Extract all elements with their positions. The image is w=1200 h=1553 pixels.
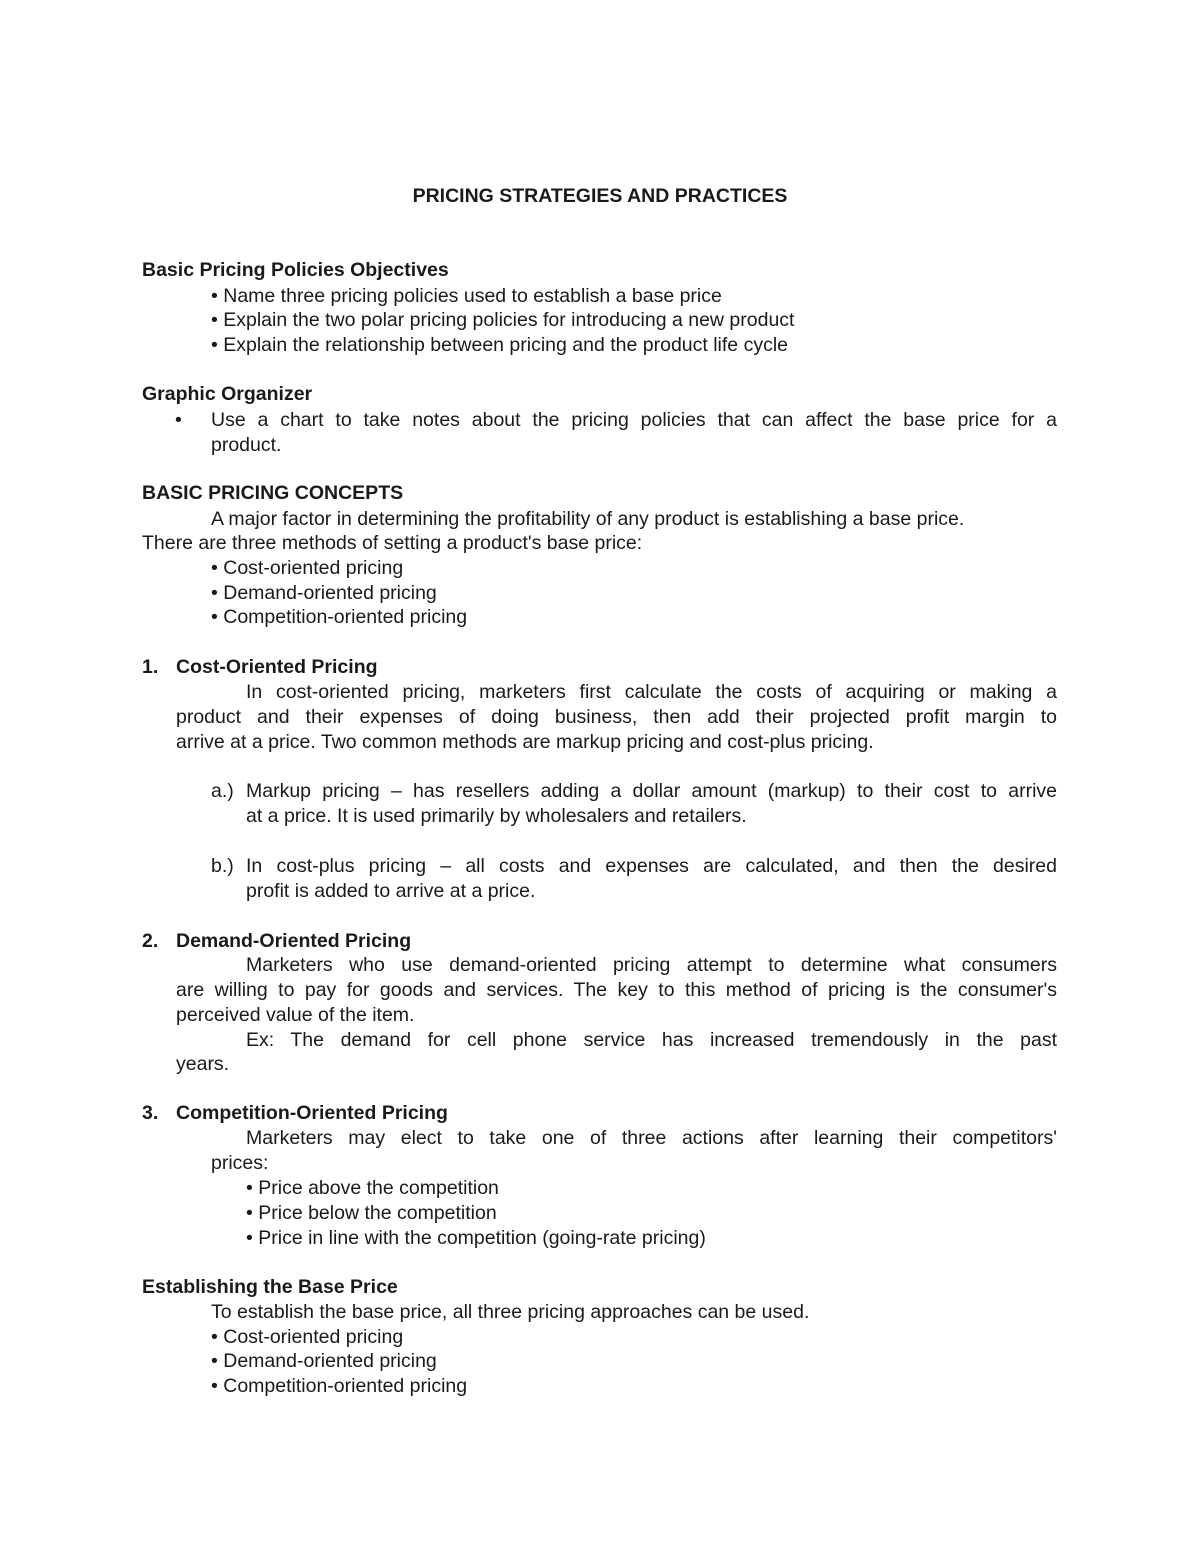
demand-example-text: years. (176, 1053, 230, 1075)
base-price-item: • Demand-oriented pricing (211, 1350, 437, 1372)
list-number: 3. (142, 1102, 159, 1124)
graphic-organizer-text: Use a chart to take notes about the pricing policies that can affect the base price for a (211, 409, 1057, 431)
section-heading-cost-oriented: Cost-Oriented Pricing (176, 656, 378, 678)
cost-oriented-text: arrive at a price. Two common methods are markup pricing and cost-plus pricing. (176, 731, 874, 753)
competition-action-item: • Price in line with the competition (going-rate pricing) (246, 1227, 706, 1249)
markup-pricing-text: Markup pricing – has resellers adding a dollar amount (markup) to their cost to arrive (246, 780, 1057, 802)
demand-oriented-text: Marketers who use demand-oriented pricing attempt to determine what consumers (246, 954, 1057, 976)
list-number: 1. (142, 656, 159, 678)
competition-action-item: • Price below the competition (246, 1202, 497, 1224)
objective-item: • Explain the two polar pricing policies for introducing a new product (211, 309, 795, 331)
sub-item-label: a.) (211, 780, 234, 802)
competition-action-item: • Price above the competition (246, 1177, 499, 1199)
section-heading-objectives: Basic Pricing Policies Objectives (142, 259, 449, 281)
cost-oriented-text: product and their expenses of doing business, then add their projected profit margin to (176, 706, 1057, 728)
cost-oriented-text: In cost-oriented pricing, marketers first calculate the costs of acquiring or making a (246, 681, 1057, 703)
page-title: PRICING STRATEGIES AND PRACTICES (412, 185, 788, 207)
section-heading-graphic-organizer: Graphic Organizer (142, 383, 313, 405)
concepts-paragraph: A major factor in determining the profitability of any product is establishing a base price. (211, 508, 965, 530)
section-heading-base-price: Establishing the Base Price (142, 1276, 398, 1298)
cost-plus-pricing-text: In cost-plus pricing – all costs and expenses are calculated, and then the desired (246, 855, 1057, 877)
sub-item-label: b.) (211, 855, 234, 877)
base-price-item: • Cost-oriented pricing (211, 1326, 404, 1348)
section-heading-basic-concepts: BASIC PRICING CONCEPTS (142, 482, 404, 504)
section-heading-demand-oriented: Demand-Oriented Pricing (176, 930, 412, 952)
list-number: 2. (142, 930, 159, 952)
bullet-icon: • (175, 409, 182, 431)
method-item: • Demand-oriented pricing (211, 582, 437, 604)
base-price-text: To establish the base price, all three pricing approaches can be used. (211, 1301, 810, 1323)
competition-oriented-text: Marketers may elect to take one of three actions after learning their competitors' (246, 1127, 1057, 1149)
method-item: • Competition-oriented pricing (211, 606, 468, 628)
demand-oriented-text: perceived value of the item. (176, 1004, 415, 1026)
method-item: • Cost-oriented pricing (211, 557, 404, 579)
competition-oriented-text: prices: (211, 1152, 269, 1174)
section-heading-competition-oriented: Competition-Oriented Pricing (176, 1102, 448, 1124)
objective-item: • Explain the relationship between pricing and the product life cycle (211, 334, 789, 356)
base-price-item: • Competition-oriented pricing (211, 1375, 468, 1397)
demand-oriented-text: are willing to pay for goods and services. The key to this method of pricing is the consumer's (176, 979, 1057, 1001)
cost-plus-pricing-text: profit is added to arrive at a price. (246, 880, 536, 902)
graphic-organizer-text: product. (211, 434, 282, 456)
demand-example-text: Ex: The demand for cell phone service has increased tremendously in the past (246, 1029, 1057, 1051)
markup-pricing-text: at a price. It is used primarily by wholesalers and retailers. (246, 805, 747, 827)
objective-item: • Name three pricing policies used to establish a base price (211, 285, 722, 307)
concepts-paragraph: There are three methods of setting a product's base price: (142, 532, 643, 554)
